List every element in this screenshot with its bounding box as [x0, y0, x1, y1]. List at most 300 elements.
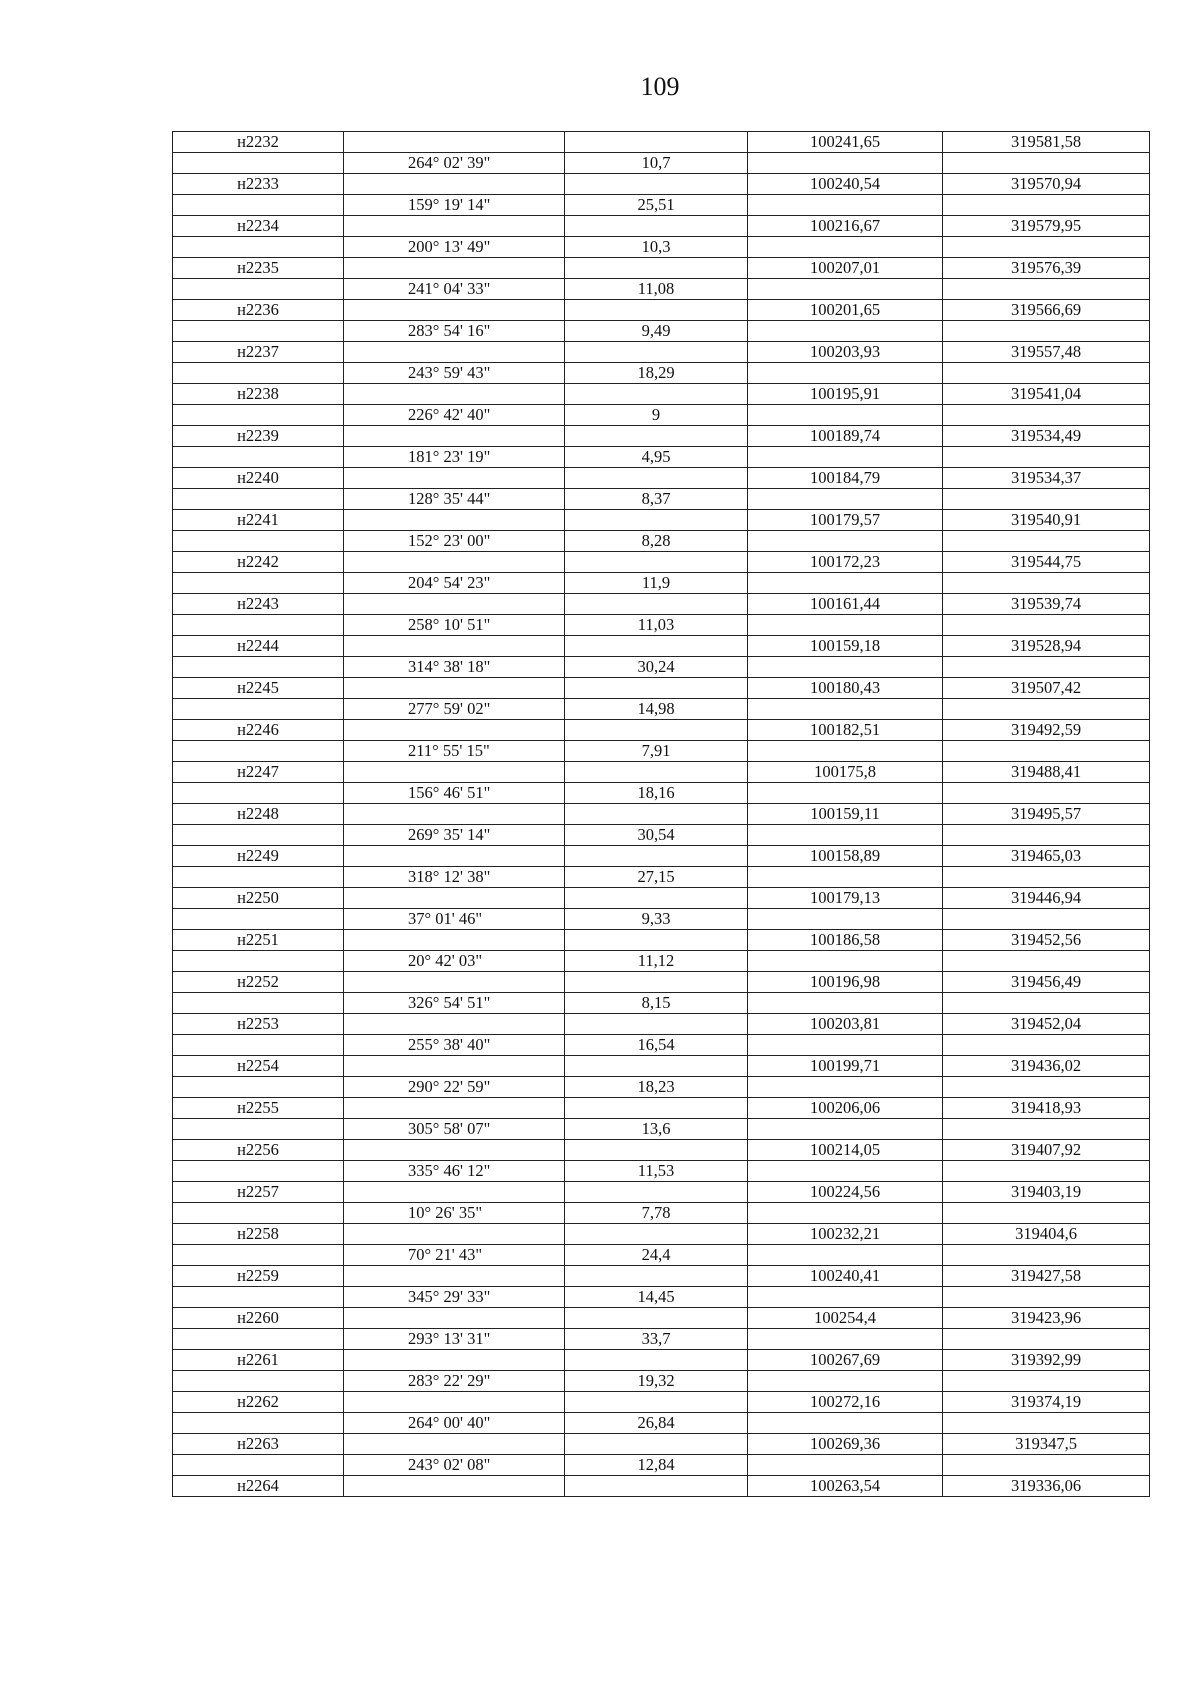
point-row [173, 216, 1150, 237]
distance-cell: 8,15 [565, 993, 748, 1014]
empty-cell [344, 762, 565, 783]
point-id-cell: н2256 [173, 1140, 344, 1161]
segment-row [173, 909, 1150, 930]
point-row [173, 1224, 1150, 1245]
direction-angle-cell: 211° 55' 15" [344, 741, 565, 762]
x-coordinate-cell: 100216,67 [748, 216, 943, 237]
empty-cell [344, 1434, 565, 1455]
distance-cell: 9,33 [565, 909, 748, 930]
point-row [173, 174, 1150, 195]
distance-cell: 33,7 [565, 1329, 748, 1350]
y-coordinate-cell: 319488,41 [943, 762, 1150, 783]
x-coordinate-cell: 100196,98 [748, 972, 943, 993]
empty-cell [943, 279, 1150, 300]
empty-cell [748, 1077, 943, 1098]
y-coordinate-cell: 319534,37 [943, 468, 1150, 489]
segment-row [173, 363, 1150, 384]
empty-cell [344, 804, 565, 825]
x-coordinate-cell: 100224,56 [748, 1182, 943, 1203]
point-row [173, 258, 1150, 279]
empty-cell [565, 594, 748, 615]
distance-cell: 8,28 [565, 531, 748, 552]
point-id-cell: н2248 [173, 804, 344, 825]
y-coordinate-cell: 319418,93 [943, 1098, 1150, 1119]
empty-cell [565, 1140, 748, 1161]
direction-angle-cell: 258° 10' 51" [344, 615, 565, 636]
coordinates-table-body [173, 132, 1150, 1497]
point-id-cell: н2259 [173, 1266, 344, 1287]
y-coordinate-cell: 319507,42 [943, 678, 1150, 699]
point-id-cell: н2258 [173, 1224, 344, 1245]
empty-cell [565, 1350, 748, 1371]
y-coordinate-cell: 319404,6 [943, 1224, 1150, 1245]
point-id-cell: н2238 [173, 384, 344, 405]
segment-row [173, 1455, 1150, 1476]
point-row [173, 1182, 1150, 1203]
distance-cell: 18,23 [565, 1077, 748, 1098]
point-id-cell: н2233 [173, 174, 344, 195]
x-coordinate-cell: 100159,11 [748, 804, 943, 825]
segment-row [173, 1119, 1150, 1140]
distance-cell: 16,54 [565, 1035, 748, 1056]
empty-cell [344, 720, 565, 741]
empty-cell [565, 720, 748, 741]
distance-cell: 18,16 [565, 783, 748, 804]
empty-cell [565, 1308, 748, 1329]
empty-cell [173, 1413, 344, 1434]
empty-cell [173, 447, 344, 468]
segment-row [173, 699, 1150, 720]
y-coordinate-cell: 319452,56 [943, 930, 1150, 951]
segment-row [173, 279, 1150, 300]
empty-cell [173, 867, 344, 888]
direction-angle-cell: 290° 22' 59" [344, 1077, 565, 1098]
empty-cell [943, 153, 1150, 174]
y-coordinate-cell: 319581,58 [943, 132, 1150, 153]
point-row [173, 132, 1150, 153]
point-id-cell: н2236 [173, 300, 344, 321]
point-row [173, 426, 1150, 447]
point-id-cell: н2251 [173, 930, 344, 951]
empty-cell [748, 489, 943, 510]
segment-row [173, 951, 1150, 972]
point-id-cell: н2262 [173, 1392, 344, 1413]
point-id-cell: н2254 [173, 1056, 344, 1077]
empty-cell [748, 153, 943, 174]
empty-cell [565, 1056, 748, 1077]
empty-cell [748, 363, 943, 384]
distance-cell: 30,24 [565, 657, 748, 678]
empty-cell [344, 888, 565, 909]
empty-cell [943, 1455, 1150, 1476]
empty-cell [344, 1224, 565, 1245]
y-coordinate-cell: 319452,04 [943, 1014, 1150, 1035]
empty-cell [748, 1161, 943, 1182]
x-coordinate-cell: 100179,57 [748, 510, 943, 531]
y-coordinate-cell: 319336,06 [943, 1476, 1150, 1497]
x-coordinate-cell: 100172,23 [748, 552, 943, 573]
empty-cell [173, 783, 344, 804]
direction-angle-cell: 318° 12' 38" [344, 867, 565, 888]
point-row [173, 552, 1150, 573]
segment-row [173, 783, 1150, 804]
empty-cell [173, 951, 344, 972]
empty-cell [565, 888, 748, 909]
point-row [173, 846, 1150, 867]
point-id-cell: н2249 [173, 846, 344, 867]
y-coordinate-cell: 319403,19 [943, 1182, 1150, 1203]
empty-cell [943, 1077, 1150, 1098]
empty-cell [943, 447, 1150, 468]
segment-row [173, 867, 1150, 888]
y-coordinate-cell: 319544,75 [943, 552, 1150, 573]
x-coordinate-cell: 100158,89 [748, 846, 943, 867]
distance-cell: 11,03 [565, 615, 748, 636]
point-id-cell: н2243 [173, 594, 344, 615]
empty-cell [748, 447, 943, 468]
segment-row [173, 1161, 1150, 1182]
direction-angle-cell: 269° 35' 14" [344, 825, 565, 846]
empty-cell [565, 1098, 748, 1119]
y-coordinate-cell: 319423,96 [943, 1308, 1150, 1329]
segment-row [173, 447, 1150, 468]
point-id-cell: н2264 [173, 1476, 344, 1497]
empty-cell [943, 573, 1150, 594]
point-id-cell: н2242 [173, 552, 344, 573]
direction-angle-cell: 264° 02' 39" [344, 153, 565, 174]
empty-cell [565, 552, 748, 573]
empty-cell [943, 531, 1150, 552]
empty-cell [565, 1266, 748, 1287]
y-coordinate-cell: 319427,58 [943, 1266, 1150, 1287]
empty-cell [943, 1287, 1150, 1308]
y-coordinate-cell: 319576,39 [943, 258, 1150, 279]
y-coordinate-cell: 319492,59 [943, 720, 1150, 741]
empty-cell [173, 615, 344, 636]
distance-cell: 11,9 [565, 573, 748, 594]
distance-cell: 10,3 [565, 237, 748, 258]
empty-cell [565, 342, 748, 363]
x-coordinate-cell: 100207,01 [748, 258, 943, 279]
point-id-cell: н2263 [173, 1434, 344, 1455]
empty-cell [943, 1413, 1150, 1434]
empty-cell [344, 1182, 565, 1203]
empty-cell [565, 762, 748, 783]
segment-row [173, 531, 1150, 552]
empty-cell [943, 1329, 1150, 1350]
x-coordinate-cell: 100269,36 [748, 1434, 943, 1455]
distance-cell: 27,15 [565, 867, 748, 888]
empty-cell [943, 1119, 1150, 1140]
direction-angle-cell: 335° 46' 12" [344, 1161, 565, 1182]
segment-row [173, 1203, 1150, 1224]
direction-angle-cell: 204° 54' 23" [344, 573, 565, 594]
empty-cell [565, 300, 748, 321]
empty-cell [565, 510, 748, 531]
segment-row [173, 657, 1150, 678]
distance-cell: 14,98 [565, 699, 748, 720]
x-coordinate-cell: 100182,51 [748, 720, 943, 741]
direction-angle-cell: 241° 04' 33" [344, 279, 565, 300]
x-coordinate-cell: 100184,79 [748, 468, 943, 489]
empty-cell [943, 195, 1150, 216]
direction-angle-cell: 264° 00' 40" [344, 1413, 565, 1434]
distance-cell: 11,12 [565, 951, 748, 972]
empty-cell [344, 300, 565, 321]
direction-angle-cell: 283° 22' 29" [344, 1371, 565, 1392]
empty-cell [173, 1035, 344, 1056]
empty-cell [173, 363, 344, 384]
distance-cell: 18,29 [565, 363, 748, 384]
x-coordinate-cell: 100180,43 [748, 678, 943, 699]
point-row [173, 1392, 1150, 1413]
y-coordinate-cell: 319557,48 [943, 342, 1150, 363]
empty-cell [173, 1161, 344, 1182]
x-coordinate-cell: 100232,21 [748, 1224, 943, 1245]
distance-cell: 10,7 [565, 153, 748, 174]
empty-cell [943, 1371, 1150, 1392]
x-coordinate-cell: 100201,65 [748, 300, 943, 321]
direction-angle-cell: 128° 35' 44" [344, 489, 565, 510]
segment-row [173, 825, 1150, 846]
point-row [173, 762, 1150, 783]
point-row [173, 1434, 1150, 1455]
empty-cell [173, 1329, 344, 1350]
point-row [173, 1350, 1150, 1371]
empty-cell [565, 384, 748, 405]
x-coordinate-cell: 100203,93 [748, 342, 943, 363]
y-coordinate-cell: 319540,91 [943, 510, 1150, 531]
point-id-cell: н2232 [173, 132, 344, 153]
direction-angle-cell: 152° 23' 00" [344, 531, 565, 552]
direction-angle-cell: 156° 46' 51" [344, 783, 565, 804]
x-coordinate-cell: 100203,81 [748, 1014, 943, 1035]
point-row [173, 594, 1150, 615]
point-id-cell: н2257 [173, 1182, 344, 1203]
empty-cell [344, 510, 565, 531]
empty-cell [344, 1014, 565, 1035]
segment-row [173, 153, 1150, 174]
direction-angle-cell: 293° 13' 31" [344, 1329, 565, 1350]
empty-cell [943, 825, 1150, 846]
direction-angle-cell: 314° 38' 18" [344, 657, 565, 678]
empty-cell [748, 909, 943, 930]
point-row [173, 678, 1150, 699]
empty-cell [173, 321, 344, 342]
empty-cell [344, 132, 565, 153]
empty-cell [173, 1287, 344, 1308]
empty-cell [748, 867, 943, 888]
distance-cell: 9,49 [565, 321, 748, 342]
point-id-cell: н2240 [173, 468, 344, 489]
x-coordinate-cell: 100161,44 [748, 594, 943, 615]
empty-cell [565, 1392, 748, 1413]
empty-cell [943, 867, 1150, 888]
empty-cell [173, 237, 344, 258]
segment-row [173, 1287, 1150, 1308]
empty-cell [173, 1371, 344, 1392]
point-row [173, 510, 1150, 531]
point-id-cell: н2261 [173, 1350, 344, 1371]
point-row [173, 1266, 1150, 1287]
direction-angle-cell: 277° 59' 02" [344, 699, 565, 720]
empty-cell [943, 1245, 1150, 1266]
y-coordinate-cell: 319534,49 [943, 426, 1150, 447]
empty-cell [173, 1455, 344, 1476]
x-coordinate-cell: 100240,54 [748, 174, 943, 195]
empty-cell [565, 132, 748, 153]
empty-cell [173, 489, 344, 510]
segment-row [173, 1035, 1150, 1056]
point-id-cell: н2234 [173, 216, 344, 237]
y-coordinate-cell: 319528,94 [943, 636, 1150, 657]
x-coordinate-cell: 100241,65 [748, 132, 943, 153]
empty-cell [173, 1245, 344, 1266]
distance-cell: 30,54 [565, 825, 748, 846]
direction-angle-cell: 243° 59' 43" [344, 363, 565, 384]
empty-cell [943, 1161, 1150, 1182]
empty-cell [565, 930, 748, 951]
empty-cell [748, 1287, 943, 1308]
direction-angle-cell: 200° 13' 49" [344, 237, 565, 258]
distance-cell: 26,84 [565, 1413, 748, 1434]
empty-cell [748, 279, 943, 300]
point-id-cell: н2255 [173, 1098, 344, 1119]
direction-angle-cell: 255° 38' 40" [344, 1035, 565, 1056]
empty-cell [344, 1308, 565, 1329]
x-coordinate-cell: 100254,4 [748, 1308, 943, 1329]
x-coordinate-cell: 100189,74 [748, 426, 943, 447]
distance-cell: 7,91 [565, 741, 748, 762]
point-row [173, 888, 1150, 909]
point-row [173, 804, 1150, 825]
empty-cell [943, 489, 1150, 510]
segment-row [173, 195, 1150, 216]
empty-cell [943, 1203, 1150, 1224]
point-id-cell: н2235 [173, 258, 344, 279]
point-row [173, 342, 1150, 363]
empty-cell [565, 1434, 748, 1455]
segment-row [173, 321, 1150, 342]
coordinates-table [172, 131, 1150, 1497]
distance-cell: 24,4 [565, 1245, 748, 1266]
segment-row [173, 741, 1150, 762]
empty-cell [565, 1014, 748, 1035]
y-coordinate-cell: 319347,5 [943, 1434, 1150, 1455]
segment-row [173, 489, 1150, 510]
point-id-cell: н2237 [173, 342, 344, 363]
distance-cell: 14,45 [565, 1287, 748, 1308]
distance-cell: 9 [565, 405, 748, 426]
empty-cell [344, 1056, 565, 1077]
empty-cell [344, 678, 565, 699]
empty-cell [943, 993, 1150, 1014]
empty-cell [344, 1098, 565, 1119]
point-row [173, 1140, 1150, 1161]
empty-cell [748, 573, 943, 594]
empty-cell [748, 1371, 943, 1392]
empty-cell [173, 1077, 344, 1098]
segment-row [173, 573, 1150, 594]
y-coordinate-cell: 319541,04 [943, 384, 1150, 405]
empty-cell [565, 846, 748, 867]
empty-cell [748, 657, 943, 678]
empty-cell [565, 1182, 748, 1203]
point-id-cell: н2253 [173, 1014, 344, 1035]
y-coordinate-cell: 319407,92 [943, 1140, 1150, 1161]
empty-cell [173, 909, 344, 930]
empty-cell [344, 552, 565, 573]
y-coordinate-cell: 319570,94 [943, 174, 1150, 195]
point-row [173, 720, 1150, 741]
empty-cell [565, 804, 748, 825]
empty-cell [748, 237, 943, 258]
empty-cell [943, 615, 1150, 636]
empty-cell [173, 1203, 344, 1224]
empty-cell [943, 363, 1150, 384]
distance-cell: 11,53 [565, 1161, 748, 1182]
empty-cell [943, 237, 1150, 258]
point-id-cell: н2244 [173, 636, 344, 657]
empty-cell [943, 405, 1150, 426]
segment-row [173, 615, 1150, 636]
y-coordinate-cell: 319566,69 [943, 300, 1150, 321]
x-coordinate-cell: 100195,91 [748, 384, 943, 405]
point-id-cell: н2239 [173, 426, 344, 447]
x-coordinate-cell: 100199,71 [748, 1056, 943, 1077]
empty-cell [748, 1455, 943, 1476]
empty-cell [565, 1476, 748, 1497]
empty-cell [565, 636, 748, 657]
empty-cell [943, 951, 1150, 972]
x-coordinate-cell: 100214,05 [748, 1140, 943, 1161]
point-row [173, 1308, 1150, 1329]
point-row [173, 930, 1150, 951]
direction-angle-cell: 345° 29' 33" [344, 1287, 565, 1308]
empty-cell [943, 321, 1150, 342]
direction-angle-cell: 159° 19' 14" [344, 195, 565, 216]
point-row [173, 1014, 1150, 1035]
distance-cell: 12,84 [565, 1455, 748, 1476]
empty-cell [943, 783, 1150, 804]
segment-row [173, 1413, 1150, 1434]
empty-cell [344, 594, 565, 615]
empty-cell [173, 195, 344, 216]
empty-cell [344, 174, 565, 195]
empty-cell [748, 615, 943, 636]
empty-cell [344, 342, 565, 363]
direction-angle-cell: 226° 42' 40" [344, 405, 565, 426]
empty-cell [173, 825, 344, 846]
point-row [173, 300, 1150, 321]
direction-angle-cell: 243° 02' 08" [344, 1455, 565, 1476]
y-coordinate-cell: 319456,49 [943, 972, 1150, 993]
direction-angle-cell: 305° 58' 07" [344, 1119, 565, 1140]
empty-cell [173, 657, 344, 678]
page-number: 109 [640, 72, 680, 101]
point-row [173, 636, 1150, 657]
y-coordinate-cell: 319446,94 [943, 888, 1150, 909]
empty-cell [565, 678, 748, 699]
point-row [173, 1476, 1150, 1497]
empty-cell [943, 657, 1150, 678]
direction-angle-cell: 181° 23' 19" [344, 447, 565, 468]
point-row [173, 384, 1150, 405]
distance-cell: 11,08 [565, 279, 748, 300]
distance-cell: 25,51 [565, 195, 748, 216]
y-coordinate-cell: 319465,03 [943, 846, 1150, 867]
segment-row [173, 1245, 1150, 1266]
